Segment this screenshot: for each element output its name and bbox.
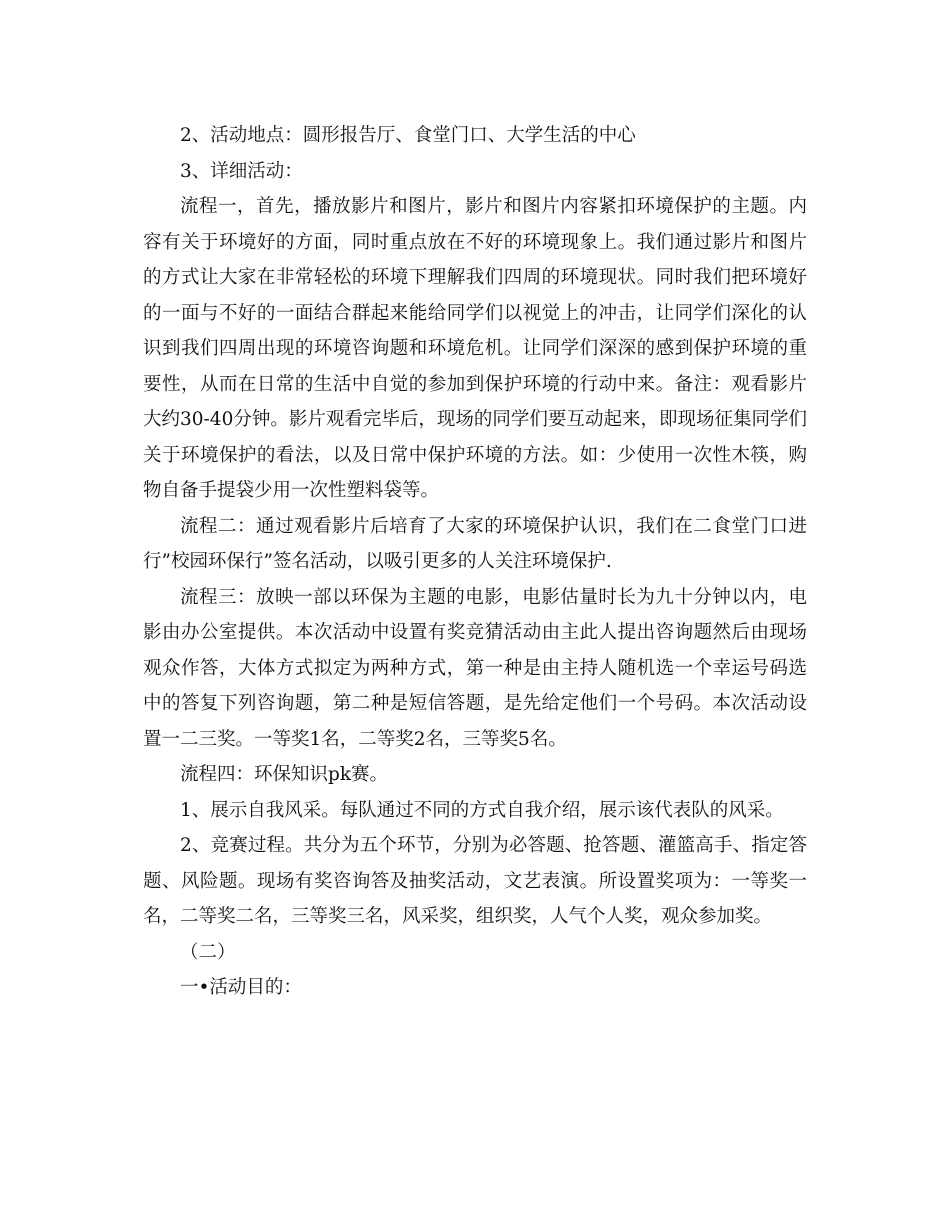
paragraph-detailed-activities-heading: 3、详细活动： [180,160,303,182]
paragraph-process-one: 流程一，首先，播放影片和图片，影片和图片内容紧扣环境保护的主题。内容有关于环境好的方面，同时重点放在不好的环境现象上。我们通过影片和图片的方式让大家在非常轻松的环境下理解我们四周的环境现状。同时我们把环境好的一面与不好的一面结合群起来能给同学们以视觉上的冲击，让同学们深化的认识到我们四周出现的环境咨询题和环境危机。让同学们深深的感到保护环境的重要性，从而在日常的生活中自觉的参加到保护环境的行动中来。备注：观看影片大约30-40分钟。影片观看完毕后，现场的同学们要互动起来，即现场征集同学们关于环境保护的看法，以及日常中保护环境的方法。如：少使用一次性木筷，购物自备手提袋少用一次性塑料袋等。 [143,196,807,501]
paragraph-competition-process: 2、竞赛过程。共分为五个环节，分别为必答题、抢答题、灌篮高手、指定答题、风险题。现场有奖咨询答及抽奖活动，文艺表演。所设置奖项为：一等奖一名，二等奖二名，三等奖三名，风采奖，组织奖，人气个人奖，观众参加奖。 [143,835,807,927]
paragraph-activity-location: 2、活动地点：圆形报告厅、食堂门口、大学生活的中心 [180,125,636,146]
paragraph-process-four: 流程四：环保知识pk赛。 [180,764,389,785]
paragraph-process-three: 流程三：放映一部以环保为主题的电影，电影估量时长为九十分钟以内，电影由办公室提供。本次活动中设置有奖竞猜活动由主此人提出咨询题然后由现场观众作答，大体方式拟定为两种方式，第一种是由主持人随机选一个幸运号码选中的答复下列咨询题，第二种是短信答题，是先给定他们一个号码。本次活动设置一二三奖。一等奖1名，二等奖2名，三等奖5名。 [143,586,807,750]
section-heading-two: （二） [180,941,236,963]
paragraph-show-style: 1、展示自我风采。每队通过不同的方式自我介绍，展示该代表队的风采。 [180,799,784,821]
paragraph-process-two: 流程二：通过观看影片后培育了大家的环境保护认识，我们在二食堂门口进行”校园环保行”签名活动，以吸引更多的人关注环境保护. [143,515,807,572]
heading-activity-purpose: 一•活动目的： [180,977,302,998]
document-body [143,118,807,1006]
